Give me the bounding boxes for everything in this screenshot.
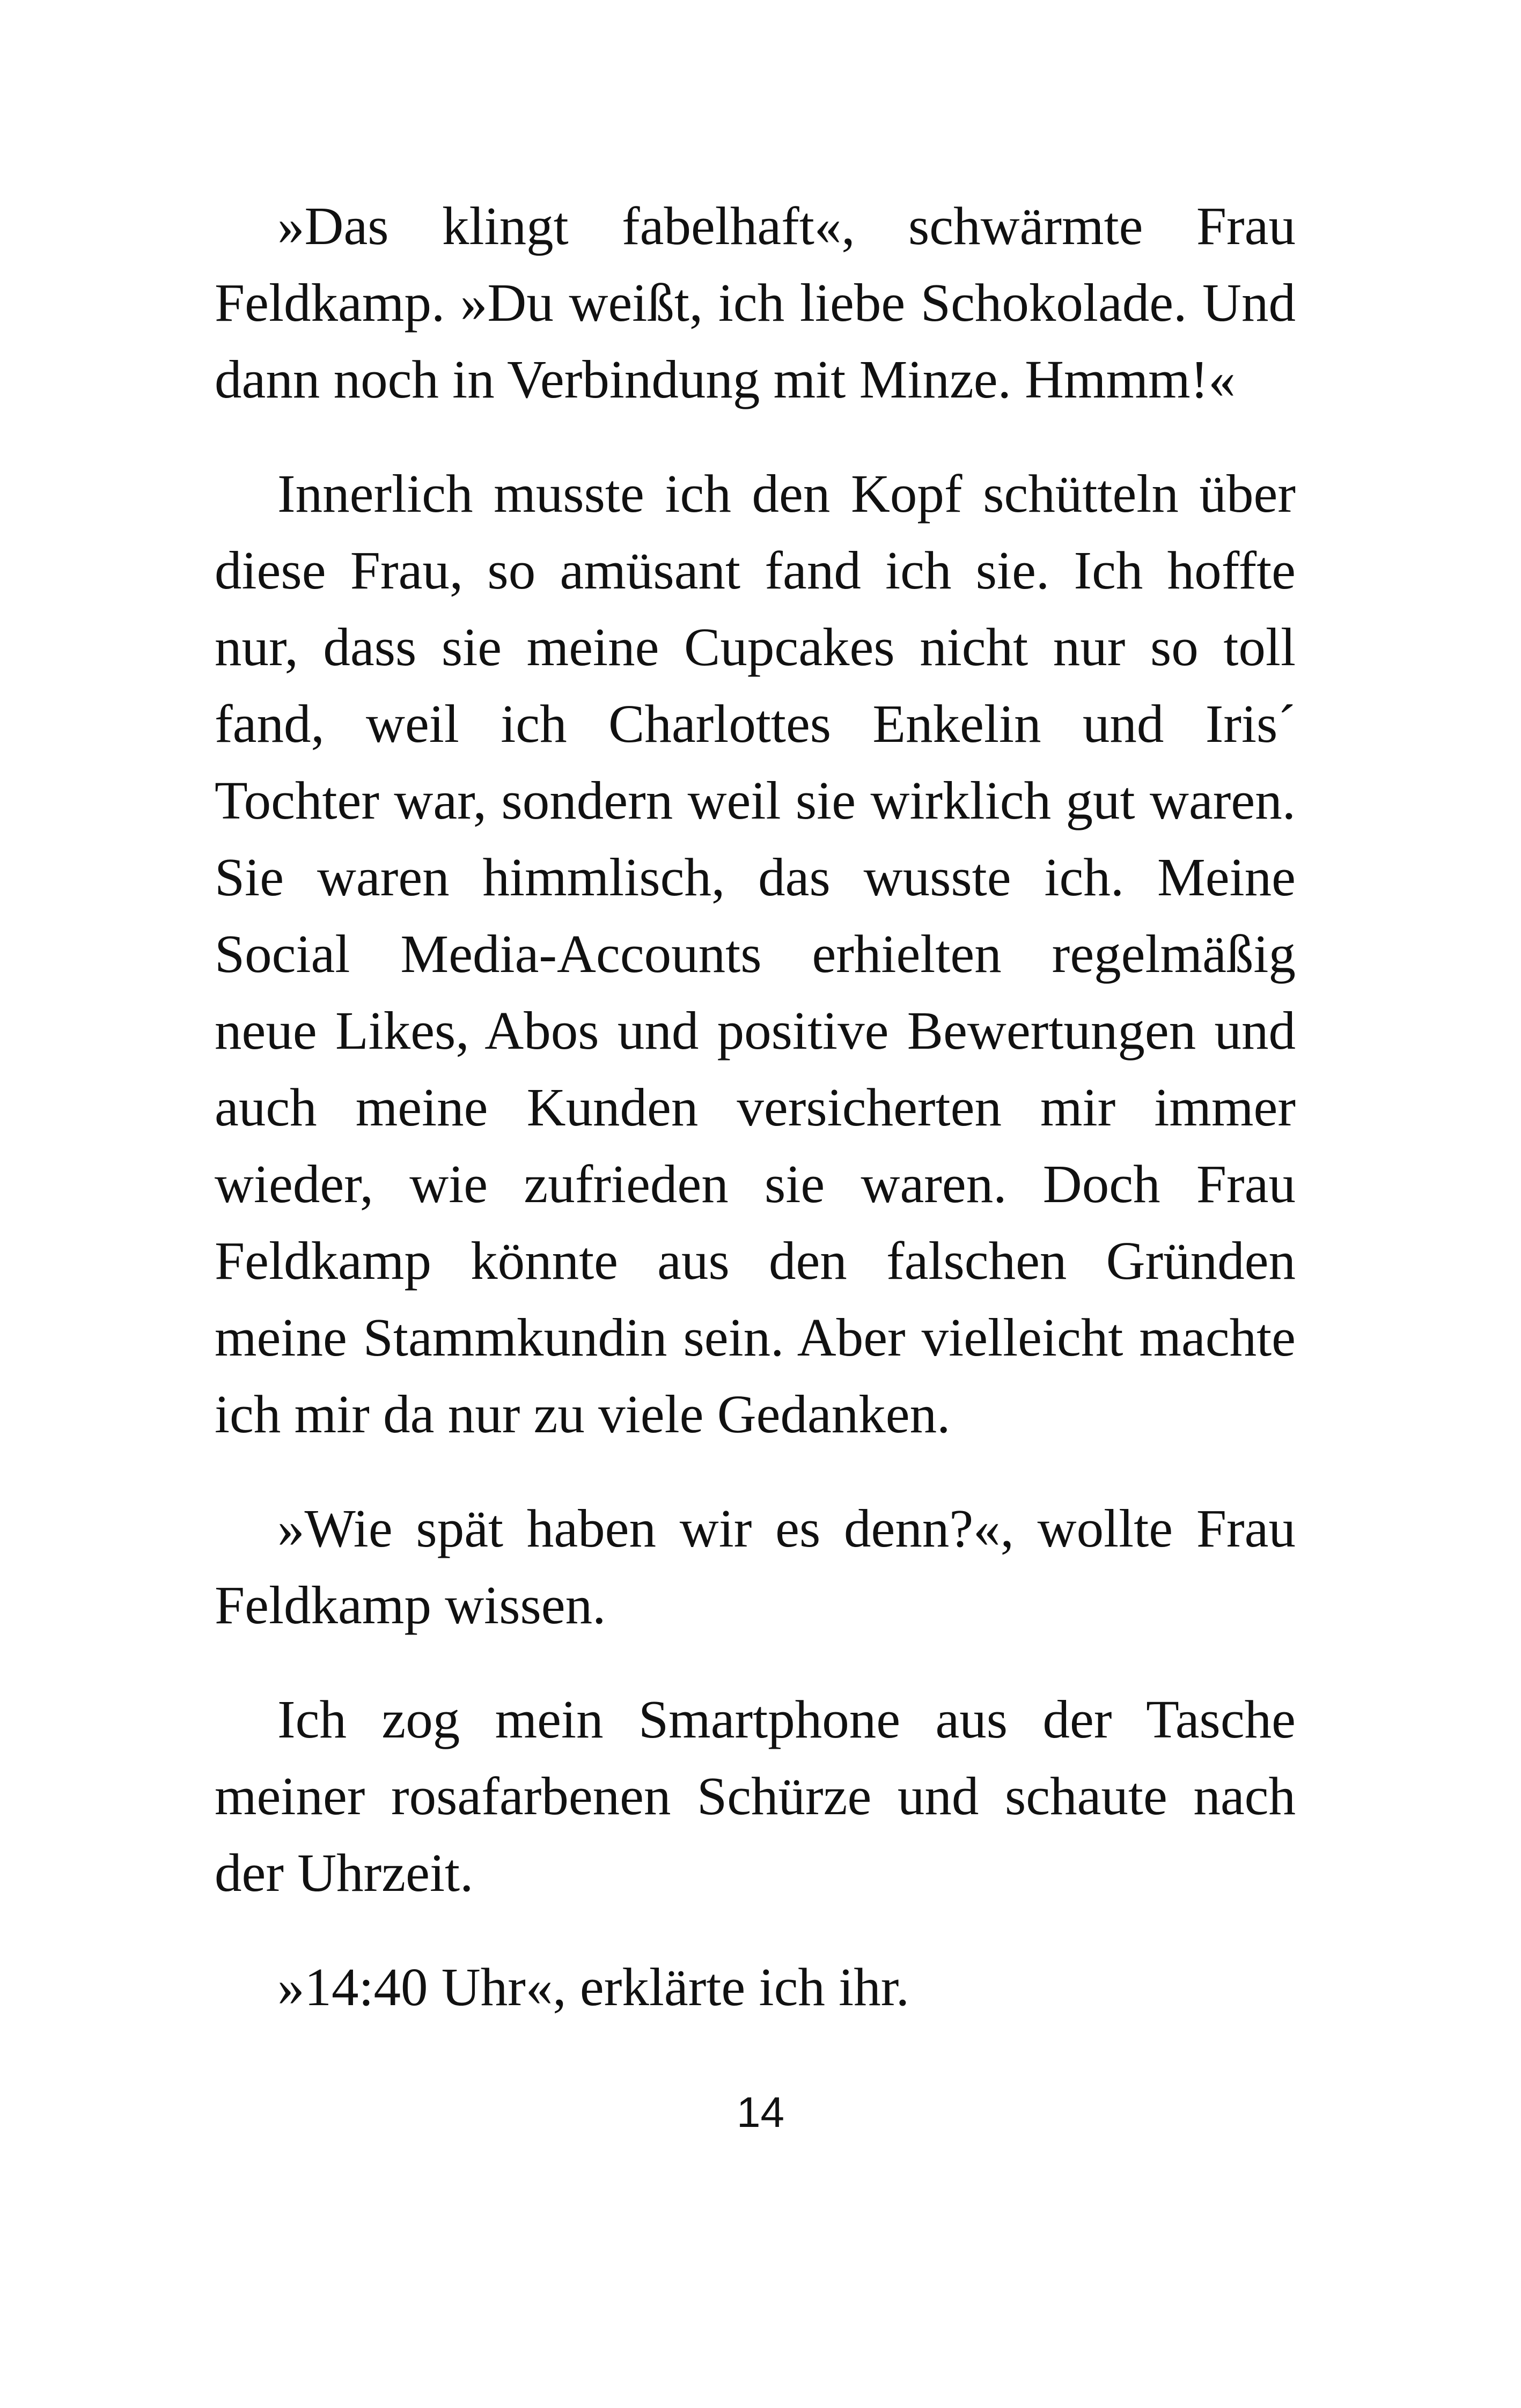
body-text <box>215 188 1296 2063</box>
paragraph-5: »14:40 Uhr«, erklärte ich ihr. <box>277 1957 910 2017</box>
paragraph-1: »Das klingt fabelhaft«, schwärmte Frau Feldkamp. »Du weißt, ich liebe Schokolade. Und dann noch in Verbindung mit Minze. Hmmm!« <box>215 196 1296 409</box>
paragraph-2: Innerlich musste ich den Kopf schütteln über diese Frau, so amüsant fand ich sie. Ich hoffte nur, dass sie meine Cupcakes nicht nur so toll fand, weil ich Charlottes Enkelin und Iris´ Tochter war, sondern weil sie wirklich gut waren. Sie waren himmlisch, das wusste ich. Meine Social Media-Accounts erhielten regelmäßig neue Likes, Abos und positive Bewertungen und auch meine Kunden versicherten mir immer wieder, wie zufrieden sie waren. Doch Frau Feldkamp könnte aus den falschen Gründen meine Stammkundin sein. Aber vielleicht machte ich mir da nur zu viele Gedanken. <box>215 463 1296 1444</box>
page-number: 14 <box>737 2088 784 2136</box>
paragraph-4: Ich zog mein Smartphone aus der Tasche meiner rosafarbenen Schürze und schaute nach der Uhrzeit. <box>215 1689 1296 1903</box>
paragraph-3: »Wie spät haben wir es denn?«, wollte Frau Feldkamp wissen. <box>215 1498 1296 1635</box>
